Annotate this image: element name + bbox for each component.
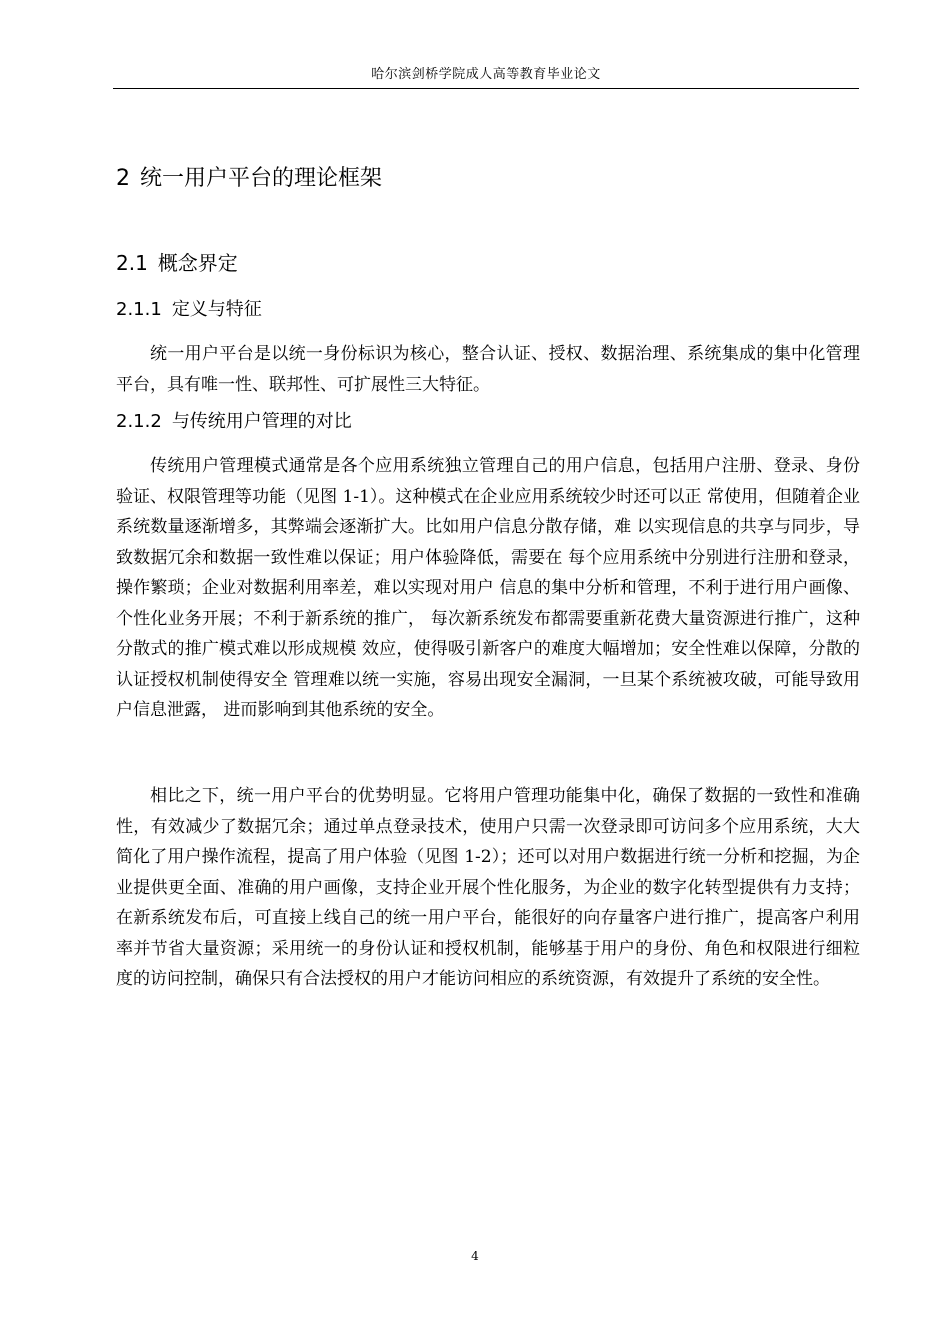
subsection-heading-comparison <box>116 409 352 435</box>
subsection-title: 与传统用户管理的对比 <box>171 411 352 432</box>
header-rule <box>113 88 859 89</box>
subsection-number: 2.1.2 <box>116 411 162 432</box>
page-number: 4 <box>471 1249 479 1263</box>
running-header: 哈尔滨剑桥学院成人高等教育毕业论文 <box>371 67 601 82</box>
section-heading <box>116 249 238 277</box>
subsection-heading-definition <box>116 297 262 323</box>
section-number: 2.1 <box>116 251 148 275</box>
chapter-number: 2 <box>116 166 130 191</box>
subsection-number: 2.1.1 <box>116 299 162 320</box>
subsection-title: 定义与特征 <box>171 299 262 320</box>
chapter-title: 统一用户平台的理论框架 <box>140 166 383 191</box>
paragraph-traditional-management: 传统用户管理模式通常是各个应用系统独立管理自己的用户信息，包括用户注册、登录、身份验证、权限管理等功能（见图 1-1）。这种模式在企业应用系统较少时还可以正 常使用，但随着企业系统数量逐渐增多，其弊端会逐渐扩大。比如用户信息分散存储，难 以实现信息的共享与同步，导致数据冗余和数据一致性难以保证；用户体验降低，需要在 每个应用系统中分别进行注册和登录，操作繁琐；企业对数据利用率差，难以实现对用户 信息的集中分析和管理，不利于进行用户画像、个性化业务开展；不利于新系统的推广， 每次新系统发布都需要重新花费大量资源进行推广，这种分散式的推广模式难以形成规模 效应，使得吸引新客户的难度大幅增加；安全性难以保障，分散的认证授权机制使得安全 管理难以统一实施，容易出现安全漏洞，一旦某个系统被攻破，可能导致用户信息泄露， 进而影响到其他系统的安全。 <box>116 456 860 720</box>
paragraph-unified-advantages: 相比之下，统一用户平台的优势明显。它将用户管理功能集中化，确保了数据的一致性和准确性，有效减少了数据冗余；通过单点登录技术，使用户只需一次登录即可访问多个应用系统，大大简化了用户操作流程，提高了用户体验（见图 1-2）；还可以对用户数据进行统一分析和挖掘，为企业提供更全面、准确的用户画像，支持企业开展个性化服务，为企业的数字化转型提供有力支持；在新系统发布后，可直接上线自己的统一用户平台，能很好的向存量客户进行推广，提高客户利用率并节省大量资源；采用统一的身份认证和授权机制，能够基于用户的身份、角色和权限进行细粒度的访问控制，确保只有合法授权的用户才能访问相应的系统资源，有效提升了系统的安全性。 <box>116 786 860 989</box>
section-title: 概念界定 <box>157 251 238 275</box>
paragraph-definition: 统一用户平台是以统一身份标识为核心，整合认证、授权、数据治理、系统集成的集中化管理平台，具有唯一性、联邦性、可扩展性三大特征。 <box>116 344 860 395</box>
chapter-heading <box>116 164 382 194</box>
